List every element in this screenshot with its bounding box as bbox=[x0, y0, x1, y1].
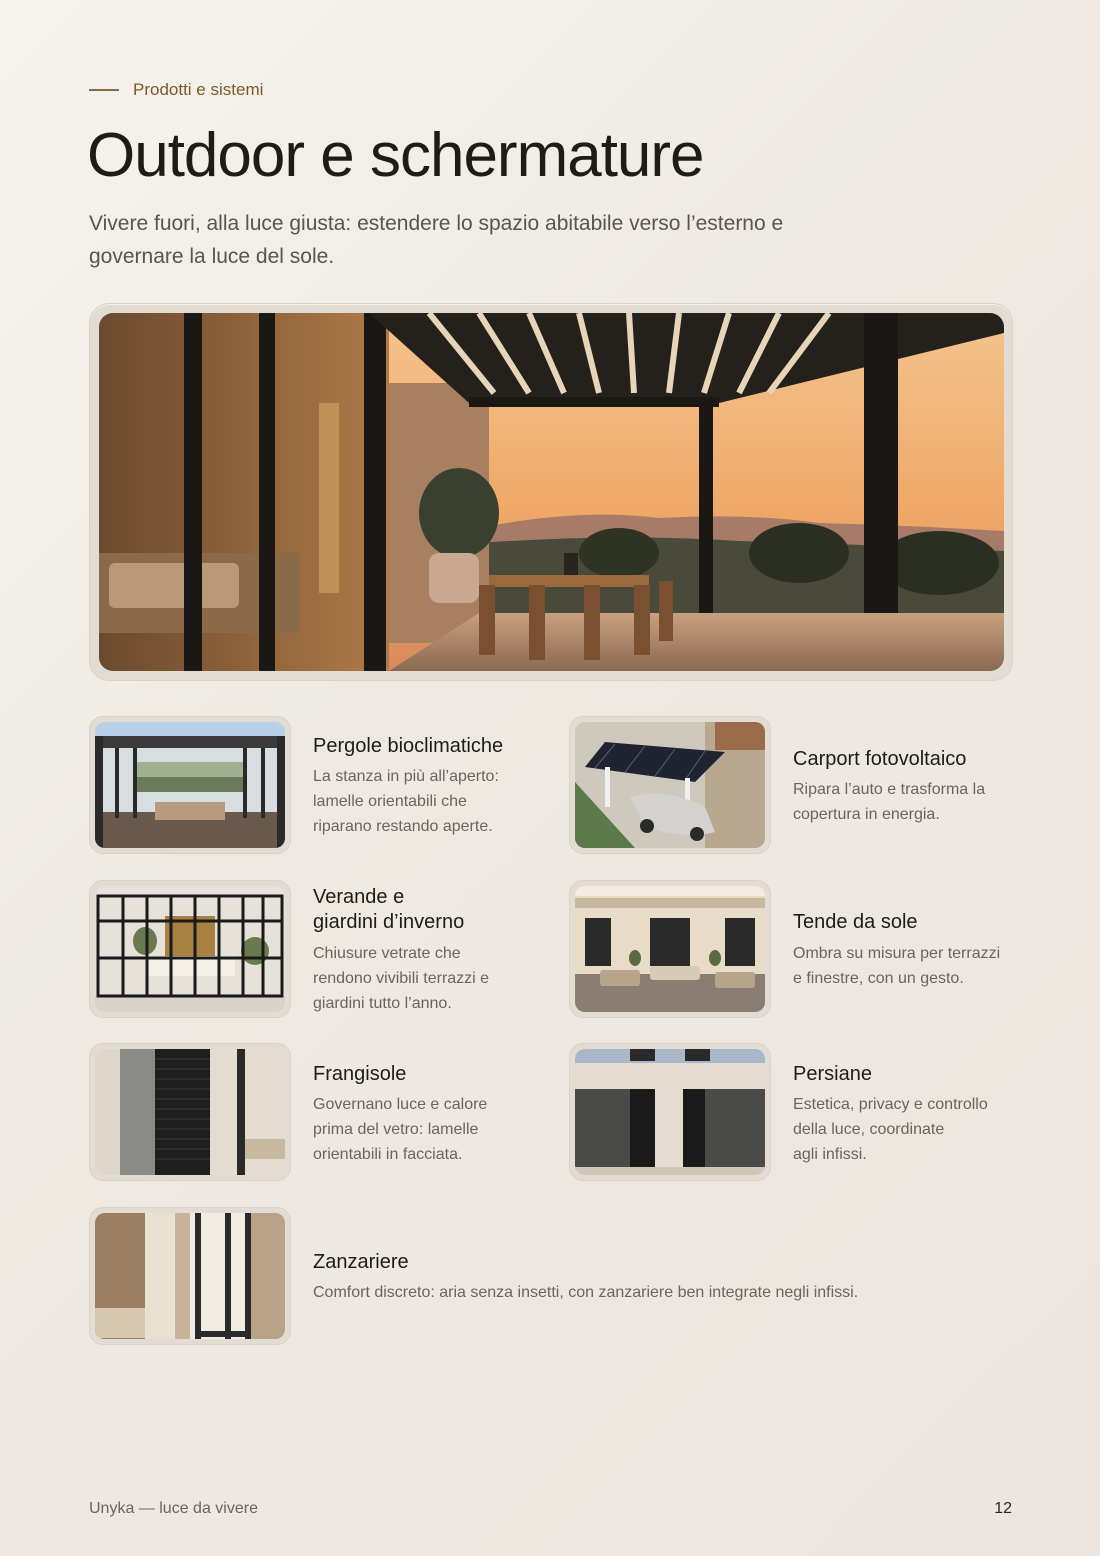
thumb-frangisole-image bbox=[95, 1049, 285, 1175]
product-desc-carport: Ripara l’auto e trasforma la copertura in energia. bbox=[793, 781, 986, 823]
thumb-frame-verande bbox=[89, 880, 291, 1018]
thumb-frame-pergole bbox=[89, 716, 291, 854]
thumb-frame-persiane bbox=[569, 1043, 771, 1181]
section-eyebrow bbox=[89, 80, 263, 100]
product-desc-verande: Chiusure vetrate che rendono vivibili terrazzi e giardini tutto l’anno. bbox=[313, 945, 490, 1012]
product-desc-tende: Ombra su misura per terrazzi e finestre, con un gesto. bbox=[793, 945, 1001, 987]
thumb-frame-zanzariere bbox=[89, 1207, 291, 1345]
thumb-verande-image bbox=[95, 886, 285, 1012]
thumb-frame-frangisole bbox=[89, 1043, 291, 1181]
product-desc-frangisole: Governano luce e calore prima del vetro: lamelle orientabili in facciata. bbox=[313, 1096, 488, 1163]
thumb-persiane-image bbox=[575, 1049, 765, 1175]
thumb-carport-image bbox=[575, 722, 765, 848]
eyebrow-label: Prodotti e sistemi bbox=[133, 80, 264, 99]
footer-brand: Unyka — luce da vivere bbox=[89, 1500, 258, 1517]
product-title-persiane: Persiane bbox=[793, 1063, 872, 1085]
product-title-tende: Tende da sole bbox=[793, 911, 918, 933]
eyebrow-dash bbox=[89, 89, 119, 91]
hero-image-frame bbox=[89, 303, 1013, 681]
product-desc-zanzariere: Comfort discreto: aria senza insetti, con zanzariere ben integrate negli infissi. bbox=[313, 1284, 859, 1301]
product-title-pergole: Pergole bioclimatiche bbox=[313, 735, 504, 757]
product-title-zanzariere: Zanzariere bbox=[313, 1251, 409, 1273]
page-title: Outdoor e schermature bbox=[87, 121, 704, 190]
product-title-carport: Carport fotovoltaico bbox=[793, 748, 967, 770]
page-subtitle: Vivere fuori, alla luce giusta: estendere lo spazio abitabile verso l’esterno e governare la luce del sole. bbox=[89, 212, 784, 268]
product-title-frangisole: Frangisole bbox=[313, 1063, 407, 1085]
product-title-verande: Verande e giardini d’inverno bbox=[313, 886, 465, 933]
page-number: 12 bbox=[994, 1500, 1012, 1517]
hero-image-pergola-sunset bbox=[99, 313, 1004, 671]
thumb-pergole-image bbox=[95, 722, 285, 848]
product-desc-pergole: La stanza in più all’aperto: lamelle orientabili che riparano restando aperte. bbox=[313, 768, 499, 835]
thumb-frame-tende bbox=[569, 880, 771, 1018]
thumb-zanzariere-image bbox=[95, 1213, 285, 1339]
product-desc-persiane: Estetica, privacy e controllo della luce, coordinate agli infissi. bbox=[793, 1096, 988, 1163]
thumb-tende-image bbox=[575, 886, 765, 1012]
thumb-frame-carport bbox=[569, 716, 771, 854]
